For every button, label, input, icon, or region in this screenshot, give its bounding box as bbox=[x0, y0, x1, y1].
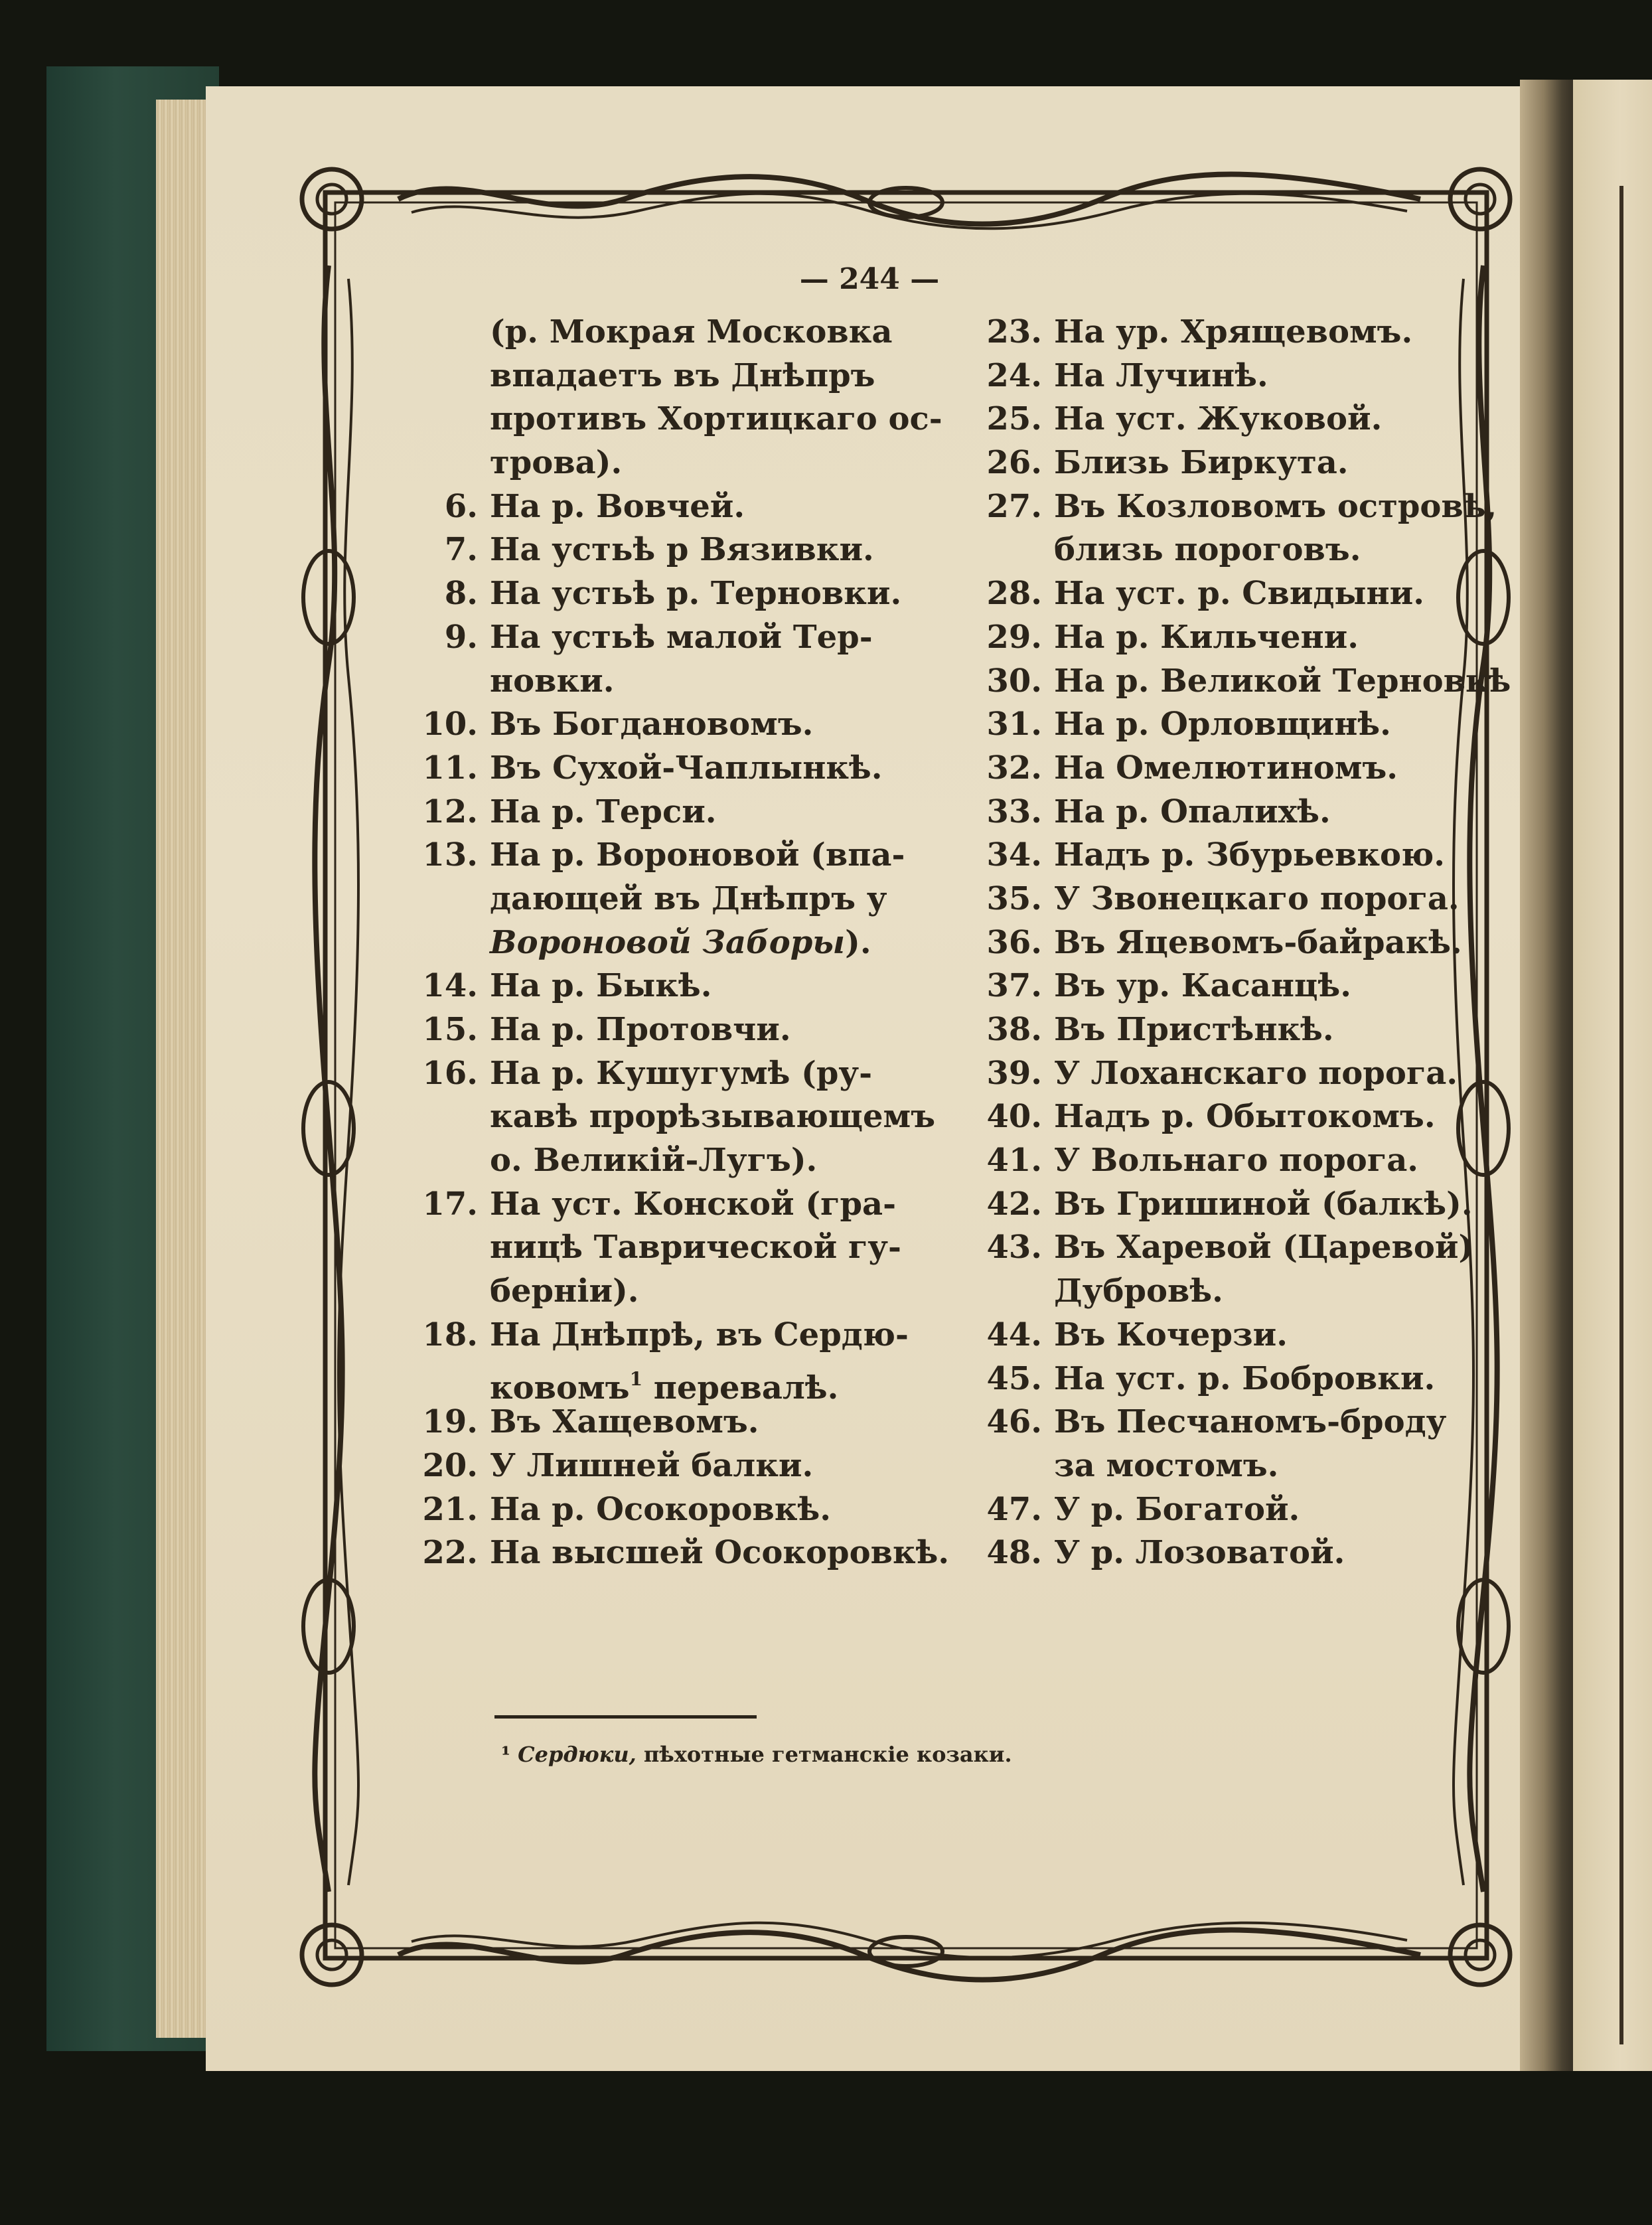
item-number: 32. bbox=[986, 749, 1042, 787]
item-text bbox=[1054, 616, 1359, 660]
footnote-mark: ¹ bbox=[501, 1742, 511, 1767]
item-text-main: Въ Богдановомъ. bbox=[490, 706, 814, 743]
list-item bbox=[962, 1531, 1520, 1575]
item-text-main: трова). bbox=[490, 444, 623, 482]
item-number: 26. bbox=[986, 444, 1042, 482]
item-text bbox=[490, 1401, 759, 1444]
item-text-main: за мостомъ. bbox=[1054, 1446, 1279, 1484]
item-text-main: новки. bbox=[490, 662, 615, 700]
item-text bbox=[490, 1095, 935, 1139]
item-number: 9. bbox=[444, 618, 478, 656]
list-item bbox=[962, 1401, 1520, 1444]
item-text-main: Въ Хащевомъ. bbox=[490, 1403, 759, 1441]
item-text-main: ковомъ bbox=[490, 1369, 630, 1407]
item-text bbox=[490, 528, 874, 572]
item-text-main: На р. Быкѣ. bbox=[490, 967, 712, 1005]
list-item bbox=[962, 1052, 1520, 1096]
list-item bbox=[398, 354, 956, 398]
item-text bbox=[490, 1531, 949, 1575]
item-number: 30. bbox=[986, 662, 1042, 700]
item-number: 19. bbox=[422, 1403, 478, 1441]
item-text bbox=[1054, 1488, 1300, 1532]
item-text-main: близь пороговъ. bbox=[1054, 531, 1361, 569]
list-item bbox=[398, 1314, 956, 1357]
list-item bbox=[398, 1183, 956, 1227]
item-text-main: Близь Биркута. bbox=[1054, 444, 1349, 482]
item-number: 40. bbox=[986, 1098, 1042, 1136]
item-text bbox=[1054, 1139, 1418, 1183]
item-number: 38. bbox=[986, 1011, 1042, 1048]
list-item bbox=[962, 1488, 1520, 1532]
list-item bbox=[962, 354, 1520, 398]
item-text-main: берніи). bbox=[490, 1272, 639, 1310]
item-text-main: На уст. р. Свидыни. bbox=[1054, 575, 1424, 613]
item-number: 44. bbox=[986, 1316, 1042, 1353]
item-number: 21. bbox=[422, 1490, 478, 1528]
item-text bbox=[1054, 1401, 1446, 1444]
list-item bbox=[962, 1314, 1520, 1357]
item-number: 12. bbox=[422, 793, 478, 830]
item-text-main: На р. Великой Терновкѣ bbox=[1054, 662, 1511, 700]
item-text bbox=[490, 791, 717, 834]
item-text-tail: перевалѣ. bbox=[642, 1369, 839, 1407]
item-number: 45. bbox=[986, 1359, 1042, 1397]
item-text bbox=[490, 964, 712, 1008]
list-item bbox=[398, 660, 956, 704]
page-number: — 244 — bbox=[799, 262, 940, 296]
list-item bbox=[398, 921, 956, 965]
item-text-main: На высшей Осокоровкѣ. bbox=[490, 1534, 950, 1572]
list-item bbox=[962, 1270, 1520, 1314]
list-item bbox=[962, 1008, 1520, 1052]
item-number: 6. bbox=[444, 487, 478, 525]
item-text bbox=[1054, 660, 1511, 704]
item-text-main: На устьѣ р. Терновки. bbox=[490, 575, 902, 613]
item-number: 10. bbox=[422, 706, 478, 743]
item-text bbox=[1054, 964, 1351, 1008]
item-number: 7. bbox=[444, 531, 478, 569]
footnote-reference: 1 bbox=[629, 1367, 643, 1390]
item-text bbox=[490, 311, 893, 354]
list-item bbox=[398, 1531, 956, 1575]
item-number: 43. bbox=[986, 1229, 1042, 1266]
item-text-main: На уст. Жуковой. bbox=[1054, 400, 1383, 438]
item-text bbox=[1054, 398, 1382, 441]
item-text bbox=[1054, 441, 1349, 485]
item-number: 47. bbox=[986, 1490, 1042, 1528]
item-text-main: впадаетъ въ Днѣпръ bbox=[490, 356, 875, 394]
item-number: 33. bbox=[986, 793, 1042, 830]
item-text-main: На ур. Хрящевомъ. bbox=[1054, 313, 1413, 350]
list-item bbox=[962, 703, 1520, 747]
list-item bbox=[962, 1226, 1520, 1270]
item-number: 35. bbox=[986, 880, 1042, 917]
item-text-main: Надъ р. Обытокомъ. bbox=[1054, 1098, 1436, 1136]
item-number: 16. bbox=[422, 1054, 478, 1092]
item-text-main: На устьѣ р Вязивки. bbox=[490, 531, 874, 569]
list-item bbox=[398, 1401, 956, 1444]
footnote-text: пѣхотные гетманскіе козаки. bbox=[636, 1742, 1012, 1767]
item-number: 14. bbox=[422, 967, 478, 1005]
item-number: 39. bbox=[986, 1054, 1042, 1092]
list-item bbox=[398, 703, 956, 747]
item-text-main: На Омелютиномъ. bbox=[1054, 749, 1398, 787]
item-text bbox=[490, 1270, 639, 1314]
list-item bbox=[398, 747, 956, 791]
right-column bbox=[962, 311, 1520, 1575]
item-text-main: На Лучинѣ. bbox=[1054, 356, 1268, 394]
item-number: 25. bbox=[986, 400, 1042, 438]
item-text bbox=[1054, 1008, 1334, 1052]
item-number: 42. bbox=[986, 1185, 1042, 1223]
item-text bbox=[1054, 703, 1391, 747]
list-item bbox=[398, 441, 956, 485]
item-number: 36. bbox=[986, 923, 1042, 961]
item-text-main: На р. Терси. bbox=[490, 793, 717, 830]
item-text bbox=[490, 1052, 872, 1096]
item-text bbox=[490, 572, 901, 616]
list-item bbox=[962, 1357, 1520, 1401]
list-item bbox=[962, 1139, 1520, 1183]
item-text-main: На р. Осокоровкѣ. bbox=[490, 1490, 831, 1528]
item-text bbox=[490, 1139, 817, 1183]
item-text bbox=[1054, 1095, 1436, 1139]
list-item bbox=[398, 311, 956, 354]
item-text-main: На р. Орловщинѣ. bbox=[1054, 706, 1391, 743]
item-number: 23. bbox=[986, 313, 1042, 350]
item-number: 18. bbox=[422, 1316, 478, 1353]
list-item bbox=[398, 878, 956, 921]
footnote bbox=[501, 1742, 1012, 1767]
item-text bbox=[490, 660, 614, 704]
item-number: 46. bbox=[986, 1403, 1042, 1441]
item-text bbox=[1054, 1052, 1458, 1096]
list-item bbox=[398, 1357, 956, 1407]
item-text-main: Въ Кочерзи. bbox=[1054, 1316, 1288, 1353]
item-text-main: Вороновой Заборы bbox=[490, 923, 846, 961]
list-item bbox=[398, 1488, 956, 1532]
list-item bbox=[398, 964, 956, 1008]
item-number: 41. bbox=[986, 1142, 1042, 1180]
item-text bbox=[1054, 1444, 1278, 1488]
item-text bbox=[1054, 878, 1460, 921]
item-text-main: ницѣ Таврической гу- bbox=[490, 1229, 901, 1266]
item-text bbox=[490, 747, 882, 791]
list-item bbox=[962, 485, 1520, 529]
item-text bbox=[490, 1444, 813, 1488]
footnote-divider bbox=[494, 1715, 757, 1719]
item-text bbox=[1054, 528, 1361, 572]
item-number: 31. bbox=[986, 706, 1042, 743]
item-text bbox=[1054, 1531, 1345, 1575]
item-text bbox=[1054, 921, 1462, 965]
item-text bbox=[1054, 1357, 1435, 1401]
item-text-main: На р. Кильчени. bbox=[1054, 618, 1359, 656]
item-text bbox=[1054, 1183, 1473, 1227]
item-number: 15. bbox=[422, 1011, 478, 1048]
item-number: 37. bbox=[986, 967, 1042, 1005]
item-text-main: У р. Лозоватой. bbox=[1054, 1534, 1345, 1572]
item-number: 29. bbox=[986, 618, 1042, 656]
list-item bbox=[398, 1052, 956, 1096]
list-item bbox=[398, 528, 956, 572]
item-text bbox=[490, 1488, 831, 1532]
list-item bbox=[962, 398, 1520, 441]
item-text-main: (р. Мокрая Московка bbox=[490, 313, 893, 350]
item-number: 28. bbox=[986, 575, 1042, 613]
item-text-main: Въ Харевой (Царевой) bbox=[1054, 1229, 1474, 1266]
item-text bbox=[490, 703, 813, 747]
list-item bbox=[398, 1444, 956, 1488]
item-text bbox=[1054, 572, 1424, 616]
item-number: 20. bbox=[422, 1446, 478, 1484]
item-number: 27. bbox=[986, 487, 1042, 525]
list-item bbox=[962, 1444, 1520, 1488]
item-text-main: Въ Яцевомъ-байракѣ. bbox=[1054, 923, 1462, 961]
item-text bbox=[490, 834, 905, 878]
list-item bbox=[398, 398, 956, 441]
item-text-main: Надъ р. Збурьевкою. bbox=[1054, 836, 1445, 874]
left-column bbox=[398, 311, 956, 1575]
item-text-main: У Лишней балки. bbox=[490, 1446, 814, 1484]
list-item bbox=[962, 747, 1520, 791]
item-number: 13. bbox=[422, 836, 478, 874]
item-text-main: У Звонецкаго порога. bbox=[1054, 880, 1460, 917]
item-text bbox=[1054, 747, 1398, 791]
list-item bbox=[962, 1183, 1520, 1227]
list-item bbox=[398, 1008, 956, 1052]
item-text bbox=[490, 1314, 909, 1357]
list-item bbox=[398, 834, 956, 878]
list-item bbox=[962, 311, 1520, 354]
footnote-term: Сердюки, bbox=[518, 1742, 637, 1767]
list-item bbox=[962, 834, 1520, 878]
item-text-main: У Вольнаго порога. bbox=[1054, 1142, 1418, 1180]
item-text bbox=[490, 441, 622, 485]
item-number: 34. bbox=[986, 836, 1042, 874]
item-text bbox=[1054, 791, 1331, 834]
item-text-main: На р. Протовчи. bbox=[490, 1011, 791, 1048]
item-text bbox=[1054, 485, 1497, 529]
item-text-main: дающей въ Днѣпръ у bbox=[490, 880, 887, 917]
item-text-main: Въ Гришиной (балкѣ). bbox=[1054, 1185, 1473, 1223]
item-text-main: На уст. р. Бобровки. bbox=[1054, 1359, 1436, 1397]
item-text-main: Въ ур. Касанцѣ. bbox=[1054, 967, 1351, 1005]
item-text-main: На уст. Конской (гра- bbox=[490, 1185, 897, 1223]
item-number: 22. bbox=[422, 1534, 478, 1572]
item-number: 11. bbox=[422, 749, 478, 787]
item-text bbox=[490, 1183, 896, 1227]
item-text-main: На р. Вороновой (впа- bbox=[490, 836, 905, 874]
item-text bbox=[490, 398, 942, 441]
list-item bbox=[962, 1095, 1520, 1139]
item-text bbox=[490, 921, 871, 965]
list-item bbox=[398, 1270, 956, 1314]
list-item bbox=[962, 572, 1520, 616]
item-text-main: У р. Богатой. bbox=[1054, 1490, 1300, 1528]
list-item bbox=[962, 921, 1520, 965]
item-text bbox=[490, 878, 887, 921]
list-item bbox=[962, 528, 1520, 572]
list-item bbox=[398, 1226, 956, 1270]
list-item bbox=[398, 572, 956, 616]
item-text-main: На р. Вовчей. bbox=[490, 487, 745, 525]
list-item bbox=[962, 441, 1520, 485]
item-text bbox=[490, 1226, 901, 1270]
item-text bbox=[1054, 1226, 1473, 1270]
item-text-main: Дубровѣ. bbox=[1054, 1272, 1223, 1310]
item-text-main: На устьѣ малой Тер- bbox=[490, 618, 873, 656]
list-item bbox=[398, 616, 956, 660]
item-text bbox=[490, 616, 873, 660]
item-text bbox=[490, 354, 875, 398]
item-text-main: Въ Песчаномъ-броду bbox=[1054, 1403, 1447, 1441]
list-item bbox=[962, 878, 1520, 921]
item-text bbox=[490, 485, 745, 529]
item-text-main: Въ Пристѣнкѣ. bbox=[1054, 1011, 1334, 1048]
item-number: 8. bbox=[444, 575, 478, 613]
item-text bbox=[1054, 1270, 1223, 1314]
list-item bbox=[962, 616, 1520, 660]
item-text-main: противъ Хортицкаго ос- bbox=[490, 400, 942, 438]
item-text-main: У Лоханскаго порога. bbox=[1054, 1054, 1458, 1092]
list-item bbox=[962, 660, 1520, 704]
list-item bbox=[962, 964, 1520, 1008]
list-item bbox=[398, 1095, 956, 1139]
item-text-main: На р. Опалихѣ. bbox=[1054, 793, 1331, 830]
item-text bbox=[1054, 311, 1412, 354]
item-text-main: На р. Кушугумѣ (ру- bbox=[490, 1054, 873, 1092]
list-item bbox=[398, 1139, 956, 1183]
item-number: 24. bbox=[986, 356, 1042, 394]
item-text bbox=[1054, 1314, 1288, 1357]
item-text bbox=[1054, 834, 1445, 878]
item-text-main: Въ Сухой-Чаплынкѣ. bbox=[490, 749, 883, 787]
item-text-main: о. Великій-Лугъ). bbox=[490, 1142, 818, 1180]
item-text bbox=[1054, 354, 1268, 398]
item-text-main: На Днѣпрѣ, въ Сердю- bbox=[490, 1316, 909, 1353]
item-text-main: Въ Козловомъ островѣ, bbox=[1054, 487, 1497, 525]
list-item bbox=[398, 791, 956, 834]
list-item bbox=[962, 791, 1520, 834]
list-item bbox=[398, 485, 956, 529]
item-number: 17. bbox=[422, 1185, 478, 1223]
item-text-main: кавѣ прорѣзывающемъ bbox=[490, 1098, 936, 1136]
item-text bbox=[490, 1008, 791, 1052]
item-text-tail: ). bbox=[845, 923, 871, 961]
item-number: 48. bbox=[986, 1534, 1042, 1572]
